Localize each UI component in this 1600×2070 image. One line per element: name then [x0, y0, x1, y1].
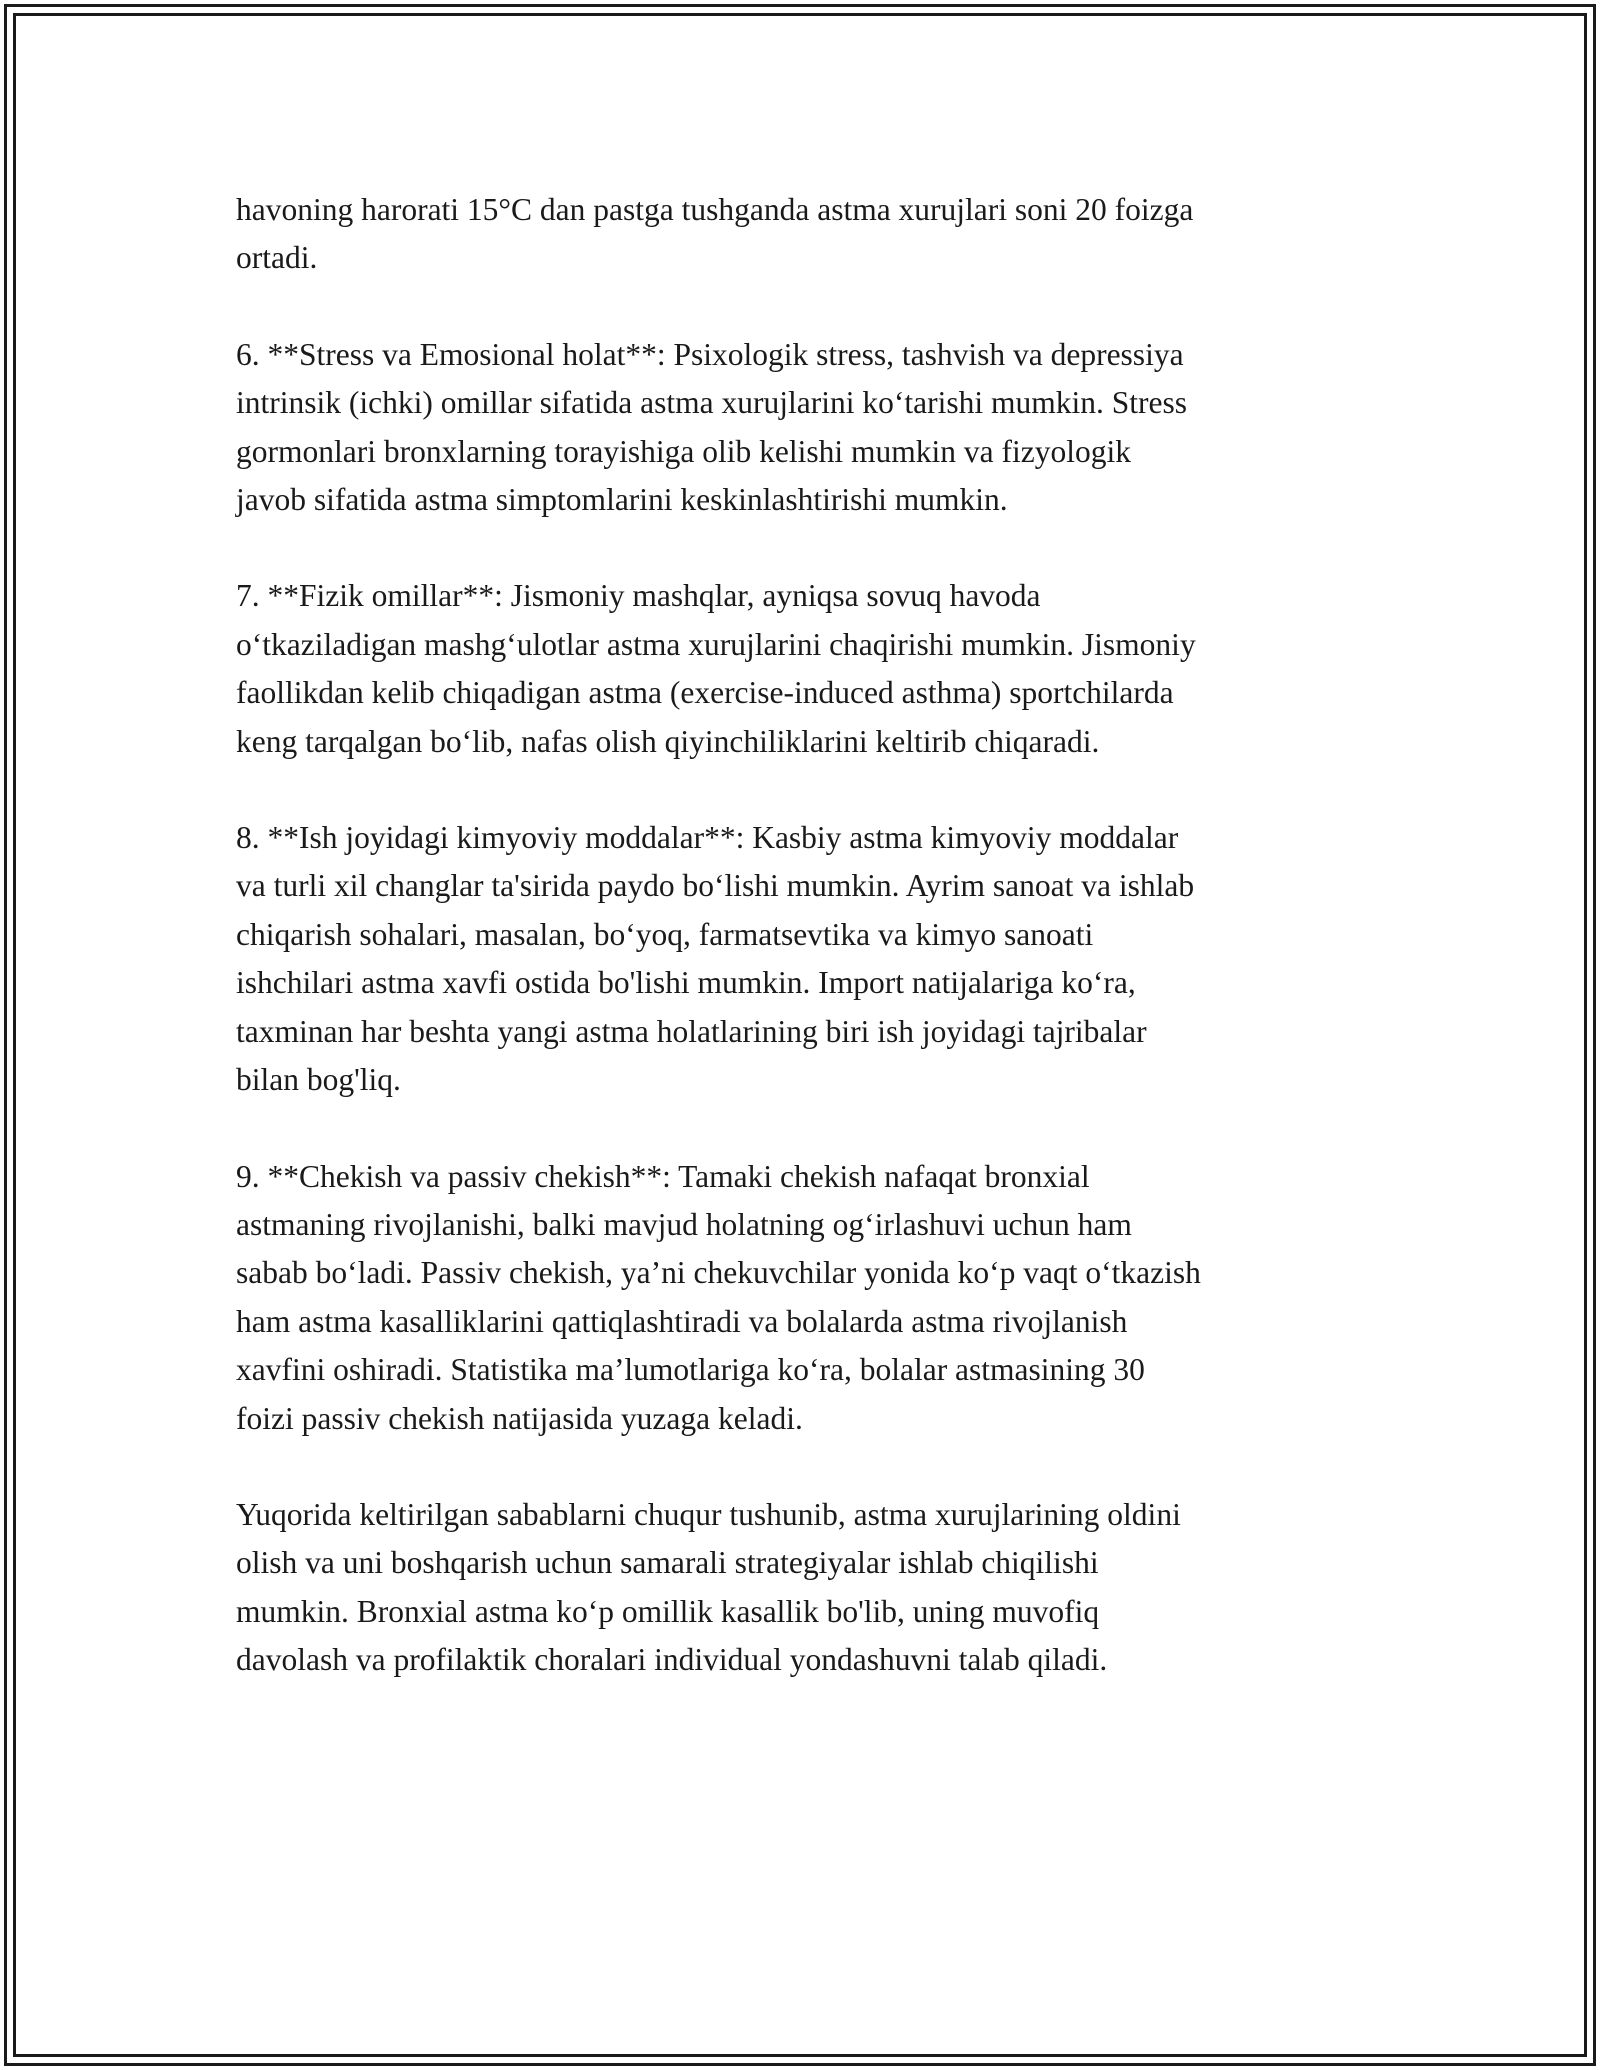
text-line: olish va uni boshqarish uchun samarali strategiyalar ishlab chiqilishi	[236, 1545, 1099, 1581]
text-line: ishchilari astma xavfi ostida bo'lishi mumkin. Import natijalariga koʻra,	[236, 965, 1136, 1001]
text-line: bilan bog'liq.	[236, 1062, 401, 1098]
text-line: taxminan har beshta yangi astma holatlarining biri ish joyidagi tajribalar	[236, 1013, 1147, 1049]
text-line: ortadi.	[236, 240, 318, 276]
text-line: 7. **Fizik omillar**: Jismoniy mashqlar, ayniqsa sovuq havoda	[236, 578, 1041, 614]
text-line: foizi passiv chekish natijasida yuzaga keladi.	[236, 1400, 803, 1436]
text-line: keng tarqalgan boʻlib, nafas olish qiyinchiliklarini keltirib chiqaradi.	[236, 723, 1100, 759]
paragraph-item-7-physical	[236, 572, 1366, 766]
document-body	[236, 186, 1366, 1733]
text-line: mumkin. Bronxial astma koʻp omillik kasallik bo'lib, uning muvofiq	[236, 1593, 1100, 1629]
text-line: javob sifatida astma simptomlarini keskinlashtirishi mumkin.	[236, 482, 1008, 518]
paragraph-item-9-smoking	[236, 1153, 1366, 1443]
paragraph-conclusion	[236, 1491, 1366, 1685]
text-line: va turli xil changlar ta'sirida paydo boʻlishi mumkin. Ayrim sanoat va ishlab	[236, 868, 1195, 904]
text-line: faollikdan kelib chiqadigan astma (exercise-induced asthma) sportchilarda	[236, 675, 1174, 711]
text-line: Yuqorida keltirilgan sabablarni chuqur tushunib, astma xurujlarining oldini	[236, 1496, 1181, 1532]
text-line: oʻtkaziladigan mashgʻulotlar astma xurujlarini chaqirishi mumkin. Jismoniy	[236, 626, 1196, 662]
text-line: ham astma kasalliklarini qattiqlashtiradi va bolalarda astma rivojlanish	[236, 1303, 1128, 1339]
text-line: 9. **Chekish va passiv chekish**: Tamaki chekish nafaqat bronxial	[236, 1158, 1090, 1194]
text-line: intrinsik (ichki) omillar sifatida astma xurujlarini koʻtarishi mumkin. Stress	[236, 385, 1187, 421]
text-line: havoning harorati 15°C dan pastga tushganda astma xurujlari soni 20 foizga	[236, 192, 1194, 227]
paragraph-item-6-stress	[236, 331, 1366, 525]
paragraph-intro-continuation	[236, 186, 1366, 283]
text-line: chiqarish sohalari, masalan, boʻyoq, farmatsevtika va kimyo sanoati	[236, 916, 1094, 952]
text-line: astmaning rivojlanishi, balki mavjud holatning ogʻirlashuvi uchun ham	[236, 1206, 1132, 1242]
text-line: davolash va profilaktik choralari individual yondashuvni talab qiladi.	[236, 1642, 1108, 1678]
text-line: xavfini oshiradi. Statistika ma’lumotlariga koʻra, bolalar astmasining 30	[236, 1352, 1145, 1388]
text-line: 8. **Ish joyidagi kimyoviy moddalar**: Kasbiy astma kimyoviy moddalar	[236, 820, 1179, 856]
text-line: 6. **Stress va Emosional holat**: Psixologik stress, tashvish va depressiya	[236, 336, 1184, 372]
text-line: sabab boʻladi. Passiv chekish, ya’ni chekuvchilar yonida koʻp vaqt oʻtkazish	[236, 1255, 1201, 1291]
text-line: gormonlari bronxlarning torayishiga olib kelishi mumkin va fizyologik	[236, 433, 1131, 469]
paragraph-item-8-workplace	[236, 814, 1366, 1104]
